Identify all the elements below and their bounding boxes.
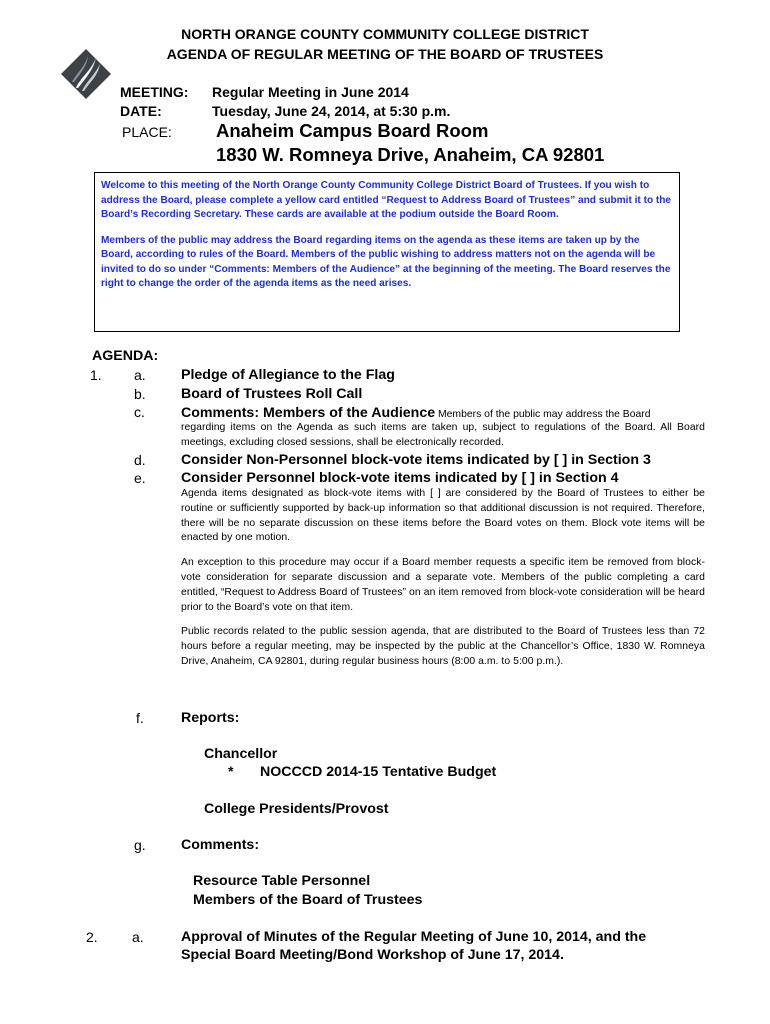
date-label: DATE: bbox=[120, 103, 162, 119]
comments-resource-table: Resource Table Personnel bbox=[193, 873, 371, 889]
item-non-personnel-block: Consider Non-Personnel block-vote items indicated by [ ] in Section 3 bbox=[181, 452, 651, 468]
item-letter-g: g. bbox=[134, 837, 146, 853]
section-number-1: 1. bbox=[90, 367, 102, 383]
block-vote-paragraph-2: An exception to this procedure may occur if a Board member requests a specific item be removed from block-vote consideration for separate discussion and a separate vote. Members of the public completing a card entitled, “Request to Address Board of Trustees” on an item removed from block-vote consideration will be heard prior to the Board’s vote on that item. bbox=[181, 557, 705, 613]
audience-comments-inline: Members of the public may address the Board bbox=[435, 409, 651, 420]
item-letter-e: e. bbox=[134, 470, 146, 486]
item-roll-call: Board of Trustees Roll Call bbox=[181, 386, 363, 402]
section-number-2: 2. bbox=[86, 929, 98, 945]
item-letter-c: c. bbox=[134, 404, 145, 420]
audience-comments-title: Comments: Members of the Audience bbox=[181, 405, 436, 421]
place-line-2: 1830 W. Romneya Drive, Anaheim, CA 92801 bbox=[216, 144, 605, 165]
audience-comments-text: regarding items on the Agenda as such items are taken up, subject to regulations of the Board. All Board meetings, excluding closed sessions, shall be electronically recorded. bbox=[181, 422, 705, 448]
block-vote-paragraph-3: Public records related to the public session agenda, that are distributed to the Board of Trustees less than 72 hours before a regular meeting, may be inspected by the public at the Chancellor’s Office, 1830 W. Romneya Drive, Anaheim, CA 92801, during regular business hours (8:00 a.m. to 5:00 p.m.). bbox=[181, 626, 705, 667]
comments-board-members: Members of the Board of Trustees bbox=[193, 892, 423, 908]
item-personnel-block: Consider Personnel block-vote items indicated by [ ] in Section 4 bbox=[181, 470, 619, 486]
notice-paragraph-2: Members of the public may address the Board regarding items on the agenda as these items are taken up by the Board, according to rules of the Board. Members of the public wishing to address matters not on the agenda will be invited to do so under “Comments: Members of the Audience” at the beginning of the meeting. The Board reserves the right to change the order of the agenda items as the need arises. bbox=[101, 234, 671, 289]
item-letter-a: a. bbox=[134, 367, 146, 383]
item-pledge: Pledge of Allegiance to the Flag bbox=[181, 367, 395, 383]
meeting-label: MEETING: bbox=[120, 84, 189, 100]
public-notice-box bbox=[94, 172, 680, 332]
report-tentative-budget: NOCCCD 2014-15 Tentative Budget bbox=[260, 764, 497, 780]
document-title: AGENDA OF REGULAR MEETING OF THE BOARD OF TRUSTEES bbox=[166, 46, 604, 62]
bullet-asterisk: * bbox=[228, 764, 234, 780]
place-label: PLACE: bbox=[122, 124, 172, 140]
meeting-value: Regular Meeting in June 2014 bbox=[212, 84, 409, 100]
item-comments: Comments: bbox=[181, 837, 260, 853]
item-letter-2a: a. bbox=[132, 929, 144, 945]
agenda-heading: AGENDA: bbox=[92, 348, 159, 364]
item-audience-comments bbox=[181, 404, 706, 422]
item-reports: Reports: bbox=[181, 710, 240, 726]
minutes-approval-line-1: Approval of Minutes of the Regular Meeting of June 10, 2014, and the bbox=[181, 929, 647, 945]
district-logo bbox=[60, 48, 112, 100]
item-letter-d: d. bbox=[134, 452, 146, 468]
place-line-1: Anaheim Campus Board Room bbox=[216, 120, 489, 141]
minutes-approval-line-2: Special Board Meeting/Bond Workshop of June 17, 2014. bbox=[181, 947, 564, 963]
report-presidents-provost: College Presidents/Provost bbox=[204, 801, 389, 817]
item-letter-b: b. bbox=[134, 386, 146, 402]
item-letter-f: f. bbox=[136, 710, 144, 726]
notice-paragraph-1: Welcome to this meeting of the North Orange County Community College District Board of Trustees. If you wish to address the Board, please complete a yellow card entitled “Request to Address Board of Trustees” and submit it to the Board’s Recording Secretary. These cards are available at the podium outside the Board Room. bbox=[101, 180, 672, 220]
report-chancellor: Chancellor bbox=[204, 746, 278, 762]
block-vote-paragraph-1: Agenda items designated as block-vote items with [ ] are considered by the Board of Trustees to either be routine or sufficiently supported by back-up information so that additional discussion is not required. Therefore, there will be no separate discussion on these items before the Board votes on them. Block vote items will be enacted by one motion. bbox=[181, 488, 705, 544]
district-name: NORTH ORANGE COUNTY COMMUNITY COLLEGE DISTRICT bbox=[181, 26, 589, 42]
block-vote-explanation bbox=[181, 487, 705, 680]
date-value: Tuesday, June 24, 2014, at 5:30 p.m. bbox=[212, 103, 451, 119]
